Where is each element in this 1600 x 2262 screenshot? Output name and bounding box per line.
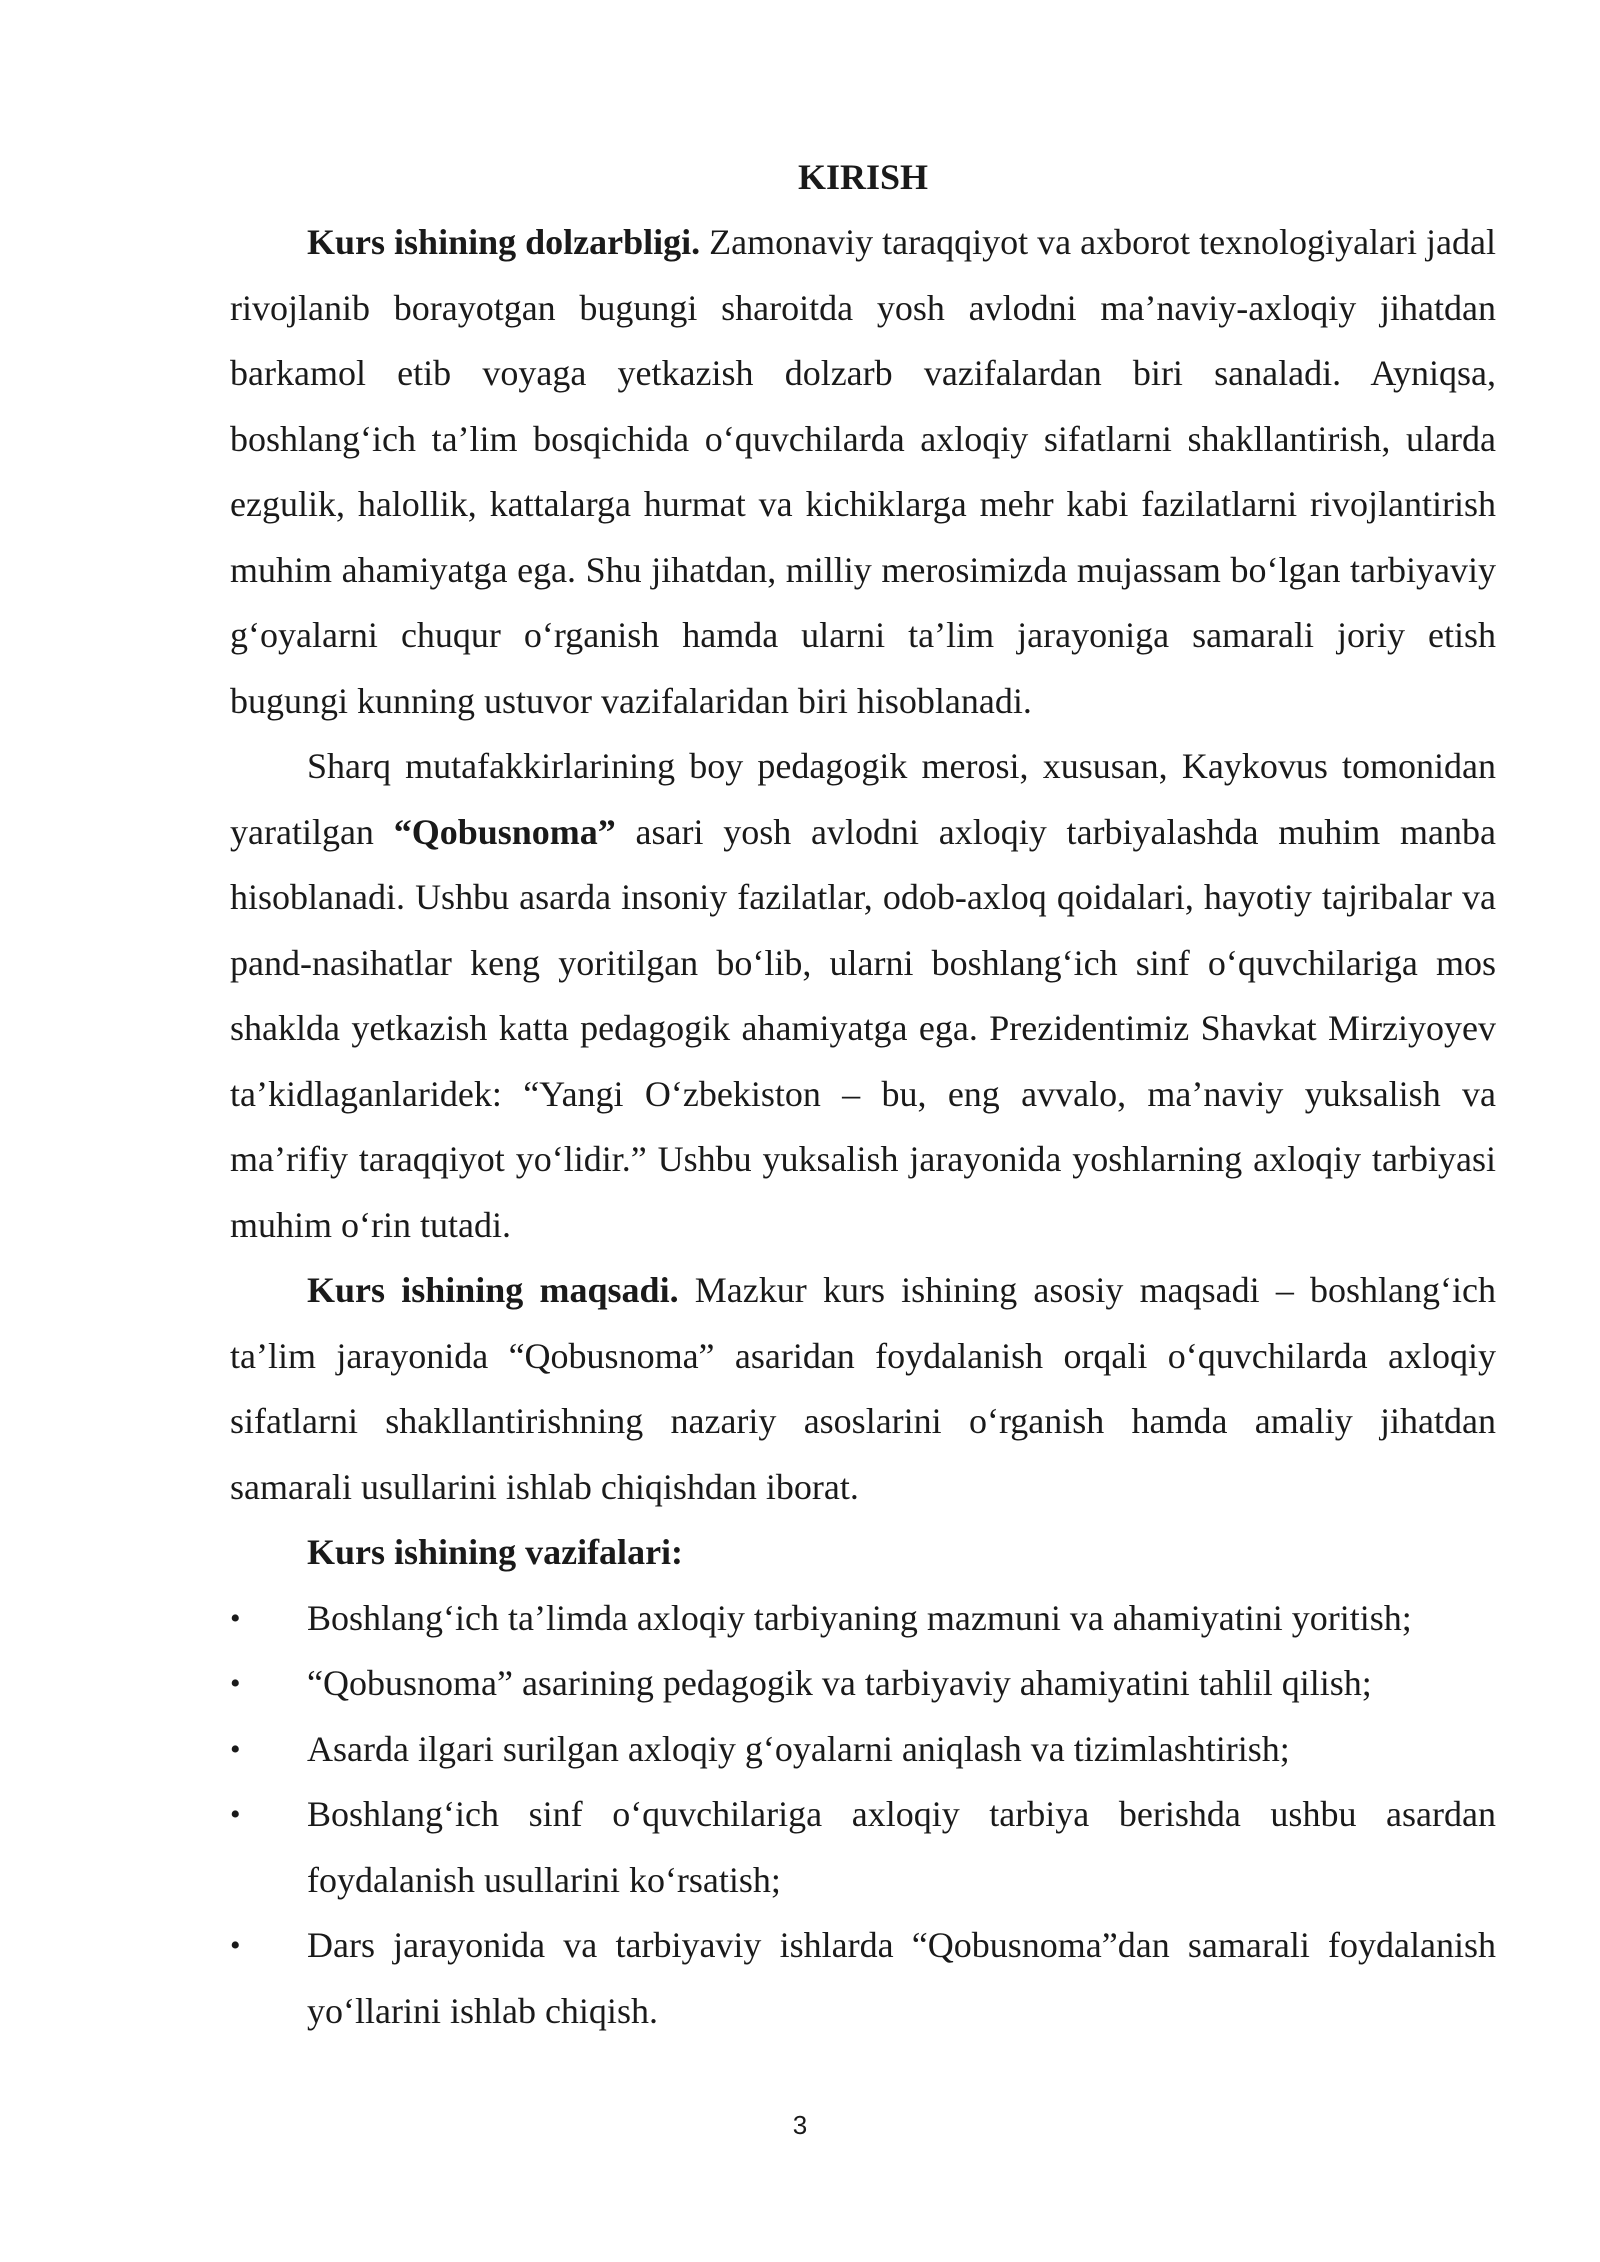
- relevance-paragraph: [230, 210, 1496, 734]
- bullet-icon: •: [230, 1929, 241, 1962]
- bullet-icon: •: [230, 1798, 241, 1831]
- page-number: 3: [792, 2110, 808, 2140]
- bullet-icon: •: [230, 1601, 241, 1635]
- list-item: [230, 1717, 1496, 1783]
- task-text: Dars jarayonida va tarbiyaviy ishlarda “Qobusnoma”dan samarali foydalanish yo‘llarini ishlab chiqish.: [307, 1925, 1496, 2031]
- qobusnoma-title: “Qobusnoma”: [393, 811, 616, 852]
- tasks-list: [230, 1586, 1496, 2045]
- task-text: “Qobusnoma” asarining pedagogik va tarbiyaviy ahamiyatini tahlil qilish;: [307, 1663, 1372, 1703]
- page-title: KIRISH: [797, 157, 929, 197]
- bullet-icon: •: [230, 1732, 241, 1766]
- document-page: [230, 145, 1496, 2044]
- goal-paragraph: [230, 1258, 1496, 1520]
- goal-text: Mazkur kurs ishining asosiy maqsadi – boshlang‘ich ta’lim jarayonida “Qobusnoma” asaridan foydalanish orqali o‘quvchilarda axloqiy sifatlarni shakllantirishning nazariy asoslarini o‘rganish hamda amaliy jihatdan samarali usullarini ishlab chiqishdan iborat.: [230, 1270, 1496, 1507]
- relevance-text: Zamonaviy taraqqiyot va axborot texnologiyalari jadal rivojlanib borayotgan bugungi sharoitda yosh avlodni ma’naviy-axloqiy jihatdan barkamol etib voyaga yetkazish dolzarb vazifalardan biri sanaladi. Ayniqsa, boshlang‘ich ta’lim bosqichida o‘quvchilarda axloqiy sifatlarni shakllantirish, ularda ezgulik, halollik, kattalarga hurmat va kichiklarga mehr kabi fazilatlarni rivojlantirish muhim ahamiyatga ega. Shu jihatdan, milliy merosimizda mujassam bo‘lgan tarbiyaviy g‘oyalarni chuqur o‘rganish hamda ularni ta’lim jarayoniga samarali joriy etish bugungi kunning ustuvor vazifalaridan biri hisoblanadi.: [230, 222, 1496, 721]
- tasks-heading: Kurs ishining vazifalari:: [307, 1532, 684, 1572]
- heritage-text-end: asari yosh avlodni axloqiy tarbiyalashda muhim manba hisoblanadi. Ushbu asarda insoniy fazilatlar, odob-axloq qoidalari, hayotiy tajribalar va pand-nasihatlar keng yoritilgan bo‘lib, ularni boshlang‘ich sinf o‘quvchilariga mos shaklda yetkazish katta pedagogik ahamiyatga ega. Prezidentimiz Shavkat Mirziyoyev ta’kidlaganlaridek: “Yangi O‘zbekiston – bu, eng avvalo, ma’naviy yuksalish va ma’rifiy taraqqiyot yo‘lidir.” Ushbu yuksalish jarayonida yoshlarning axloqiy tarbiyasi muhim o‘rin tutadi.: [230, 811, 1496, 1245]
- task-text: Boshlang‘ich ta’limda axloqiy tarbiyaning mazmuni va ahamiyatini yoritish;: [307, 1597, 1412, 1638]
- heritage-text-start: Sharq mutafakkirlarining boy pedagogik merosi, xususan, Kaykovus tomonidan yaratilgan: [230, 746, 1496, 852]
- goal-heading: Kurs ishining maqsadi.: [307, 1270, 679, 1310]
- heritage-paragraph: [230, 734, 1496, 1258]
- list-item: [230, 1782, 1496, 1913]
- list-item: [230, 1586, 1496, 1652]
- list-item: [230, 1913, 1496, 2044]
- task-text: Boshlang‘ich sinf o‘quvchilariga axloqiy tarbiya berishda ushbu asardan foydalanish usullarini ko‘rsatish;: [307, 1794, 1496, 1900]
- list-item: [230, 1651, 1496, 1717]
- task-text: Asarda ilgari surilgan axloqiy g‘oyalarni aniqlash va tizimlashtirish;: [307, 1728, 1290, 1769]
- relevance-heading: Kurs ishining dolzarbligi.: [307, 222, 701, 262]
- bullet-icon: •: [230, 1667, 241, 1700]
